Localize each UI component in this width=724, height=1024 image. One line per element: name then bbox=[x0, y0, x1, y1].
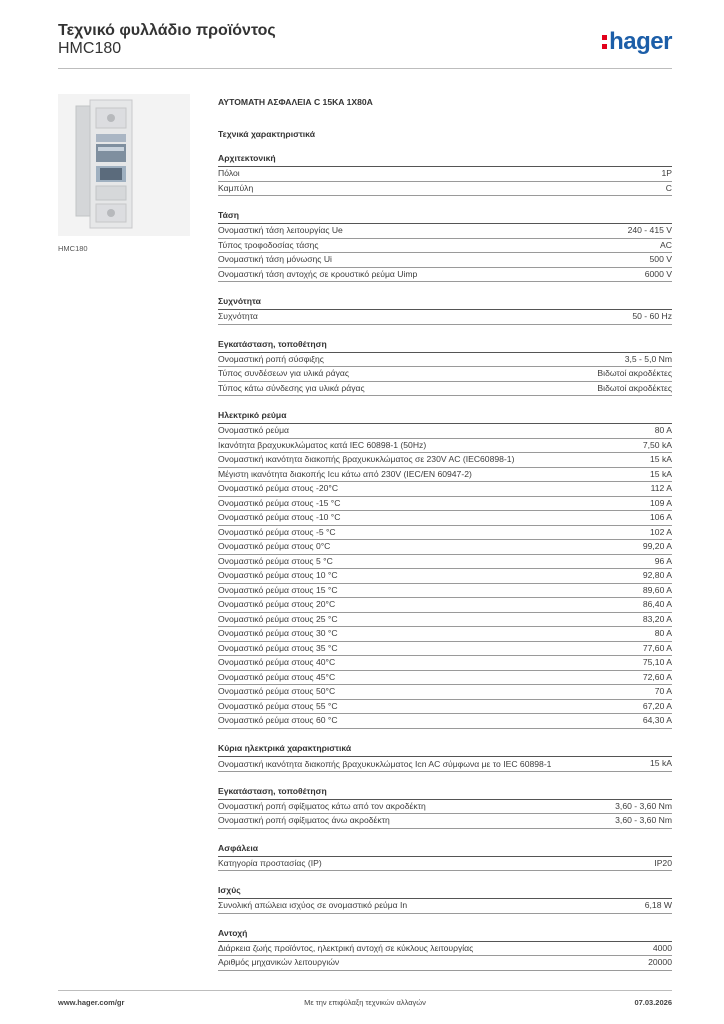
spec-value: 20000 bbox=[648, 957, 672, 967]
spec-row bbox=[218, 569, 672, 584]
spec-value: 3,60 - 3,60 Nm bbox=[615, 800, 672, 811]
spec-label: Ονομαστικό ρεύμα στους 50°C bbox=[218, 686, 336, 696]
spec-row bbox=[218, 899, 672, 914]
spec-label: Ονομαστικό ρεύμα στους 0°C bbox=[218, 541, 331, 551]
spec-value: 72,60 A bbox=[642, 671, 672, 682]
spec-value: 15 kA bbox=[650, 468, 672, 479]
spec-label: Συνολική απώλεια ισχύος σε ονομαστικό ρεύμα In bbox=[218, 900, 408, 910]
spec-row bbox=[218, 956, 672, 971]
hager-logo bbox=[601, 28, 672, 56]
spec-row bbox=[218, 613, 672, 628]
spec-row bbox=[218, 424, 672, 439]
spec-group-title: Ισχύς bbox=[218, 884, 672, 899]
spec-row bbox=[218, 584, 672, 599]
spec-row bbox=[218, 656, 672, 671]
spec-row bbox=[218, 700, 672, 715]
spec-row bbox=[218, 942, 672, 957]
footer-divider bbox=[58, 990, 672, 991]
spec-label: Ονομαστικό ρεύμα στους 25 °C bbox=[218, 613, 338, 624]
spec-value: 80 A bbox=[654, 628, 672, 638]
section-title: Τεχνικά χαρακτηριστικά bbox=[218, 129, 315, 139]
spec-group bbox=[218, 785, 672, 829]
page-header bbox=[58, 22, 672, 68]
spec-label: Καμπύλη bbox=[218, 182, 254, 193]
product-image-caption: HMC180 bbox=[58, 244, 88, 253]
spec-label: Ονομαστικό ρεύμα στους 60 °C bbox=[218, 715, 338, 725]
spec-row bbox=[218, 857, 672, 872]
spec-value: 92,80 A bbox=[642, 570, 672, 580]
spec-group bbox=[218, 742, 672, 772]
footer-notice: Με την επιφύλαξη τεχνικών αλλαγών bbox=[304, 998, 426, 1007]
spec-label: Τύπος τροφοδοσίας τάσης bbox=[218, 239, 319, 250]
spec-label: Ονομαστική τάση αντοχής σε κρουστικό ρεύμα Uimp bbox=[218, 268, 418, 279]
spec-row bbox=[218, 671, 672, 686]
spec-value: 50 - 60 Hz bbox=[632, 311, 672, 321]
spec-value: 83,20 A bbox=[642, 613, 672, 624]
spec-row bbox=[218, 642, 672, 657]
spec-label: Ονομαστική ροπή σφίξιματος άνω ακροδέκτη bbox=[218, 815, 390, 825]
spec-label: Μέγιστη ικανότητα διακοπής Icu κάτω από 230V (IEC/EN 60947-2) bbox=[218, 468, 472, 479]
spec-content bbox=[218, 96, 672, 984]
spec-row bbox=[218, 685, 672, 700]
spec-row bbox=[218, 253, 672, 268]
spec-group-title: Συχνότητα bbox=[218, 295, 672, 310]
spec-label: Αριθμός μηχανικών λειτουργιών bbox=[218, 957, 340, 967]
spec-row bbox=[218, 439, 672, 454]
spec-value: 7,50 kA bbox=[642, 439, 672, 450]
spec-label: Ονομαστική ροπή σύσφιξης bbox=[218, 353, 324, 364]
spec-row bbox=[218, 268, 672, 283]
spec-value: 102 A bbox=[650, 526, 672, 537]
spec-label: Ονομαστικό ρεύμα στους -15 °C bbox=[218, 497, 341, 508]
spec-label: Ικανότητα βραχυκυκλώματος κατά IEC 60898-1 (50Hz) bbox=[218, 439, 427, 450]
spec-group-title: Ασφάλεια bbox=[218, 842, 672, 857]
spec-row bbox=[218, 526, 672, 541]
spec-label: Ονομαστικό ρεύμα στους 5 °C bbox=[218, 555, 333, 566]
spec-value: IP20 bbox=[654, 857, 672, 868]
spec-group-title: Εγκατάσταση, τοποθέτηση bbox=[218, 785, 672, 800]
spec-group bbox=[218, 409, 672, 729]
spec-value: 6000 V bbox=[644, 268, 672, 279]
spec-label: Ονομαστική τάση μόνωσης Ui bbox=[218, 254, 332, 264]
spec-row bbox=[218, 598, 672, 613]
spec-row bbox=[218, 714, 672, 729]
spec-group-title: Ηλεκτρικό ρεύμα bbox=[218, 409, 672, 424]
spec-row bbox=[218, 353, 672, 368]
spec-row bbox=[218, 540, 672, 555]
spec-value: 67,20 A bbox=[642, 700, 672, 711]
spec-label: Ονομαστικό ρεύμα στους 55 °C bbox=[218, 700, 338, 711]
spec-label: Ονομαστική ικανότητα διακοπής βραχυκυκλώματος σε 230V AC (IEC60898-1) bbox=[218, 454, 515, 464]
spec-group bbox=[218, 295, 672, 325]
spec-value: 4000 bbox=[652, 942, 672, 953]
spec-value: 80 A bbox=[654, 425, 672, 435]
spec-value: 109 A bbox=[650, 497, 672, 508]
spec-row bbox=[218, 757, 672, 772]
spec-label: Ονομαστικό ρεύμα στους 30 °C bbox=[218, 628, 338, 638]
spec-label: Ονομαστική τάση λειτουργίας Ue bbox=[218, 225, 343, 235]
spec-group bbox=[218, 152, 672, 196]
spec-label: Διάρκεια ζωής προϊόντος, ηλεκτρική αντοχή σε κύκλους λειτουργίας bbox=[218, 942, 474, 953]
spec-group-title: Αντοχή bbox=[218, 927, 672, 942]
spec-value: 500 V bbox=[649, 254, 672, 264]
logo-mark-icon bbox=[601, 32, 608, 50]
spec-row bbox=[218, 814, 672, 829]
spec-label: Ονομαστικό ρεύμα στους 10 °C bbox=[218, 570, 338, 580]
spec-row bbox=[218, 382, 672, 397]
spec-row bbox=[218, 627, 672, 642]
spec-group bbox=[218, 927, 672, 971]
spec-group bbox=[218, 842, 672, 872]
spec-value: 6,18 W bbox=[644, 900, 672, 910]
spec-group bbox=[218, 884, 672, 914]
spec-value: 64,30 A bbox=[642, 715, 672, 725]
logo-text: hager bbox=[609, 28, 672, 55]
spec-value: C bbox=[665, 182, 672, 193]
spec-label: Τύπος κάτω σύνδεσης για υλικά ράγας bbox=[218, 382, 365, 393]
spec-label: Ονομαστικό ρεύμα στους 35 °C bbox=[218, 642, 338, 653]
spec-value: 77,60 A bbox=[642, 642, 672, 653]
page-subtitle: HMC180 bbox=[58, 40, 122, 57]
spec-group-title: Τάση bbox=[218, 209, 672, 224]
spec-value: 15 kA bbox=[650, 757, 672, 768]
spec-row bbox=[218, 468, 672, 483]
footer-url[interactable]: www.hager.com/gr bbox=[58, 998, 125, 1007]
spec-value: 3,5 - 5,0 Nm bbox=[624, 353, 672, 364]
spec-row bbox=[218, 482, 672, 497]
spec-row bbox=[218, 239, 672, 254]
spec-row bbox=[218, 497, 672, 512]
spec-group-title: Κύρια ηλεκτρικά χαρακτηριστικά bbox=[218, 742, 672, 757]
spec-value: 89,60 A bbox=[642, 584, 672, 595]
spec-value: Βιδωτοί ακροδέκτες bbox=[597, 382, 672, 393]
spec-value: Βιδωτοί ακροδέκτες bbox=[597, 368, 672, 378]
spec-group bbox=[218, 209, 672, 282]
spec-label: Ονομαστικό ρεύμα στους 45°C bbox=[218, 671, 336, 682]
spec-label: Συχνότητα bbox=[218, 311, 258, 321]
spec-label: Ονομαστικό ρεύμα bbox=[218, 425, 289, 435]
spec-group bbox=[218, 338, 672, 397]
header-divider bbox=[58, 68, 672, 69]
spec-value: 99,20 A bbox=[642, 541, 672, 551]
spec-value: 86,40 A bbox=[642, 599, 672, 609]
spec-group-title: Εγκατάσταση, τοποθέτηση bbox=[218, 338, 672, 353]
spec-value: 70 A bbox=[654, 686, 672, 696]
spec-label: Πόλοι bbox=[218, 168, 240, 178]
spec-row bbox=[218, 310, 672, 325]
product-name: ΑΥΤΟΜΑΤΗ ΑΣΦΑΛΕΙΑ C 15KA 1X80A bbox=[218, 97, 373, 107]
spec-row bbox=[218, 224, 672, 239]
spec-label: Τύπος συνδέσεων για υλικά ράγας bbox=[218, 368, 350, 378]
spec-value: 240 - 415 V bbox=[627, 225, 672, 235]
spec-value: 15 kA bbox=[650, 454, 672, 464]
spec-label: Κατηγορία προστασίας (IP) bbox=[218, 857, 322, 868]
spec-value: 75,10 A bbox=[642, 657, 672, 667]
spec-value: 1P bbox=[661, 168, 672, 178]
page-title: Τεχνικό φυλλάδιο προϊόντος bbox=[58, 22, 276, 39]
spec-groups bbox=[218, 152, 672, 971]
spec-value: 3,60 - 3,60 Nm bbox=[615, 815, 672, 825]
spec-row bbox=[218, 182, 672, 197]
spec-row bbox=[218, 453, 672, 468]
spec-label: Ονομαστική ροπή σφίξιματος κάτω από τον ακροδέκτη bbox=[218, 800, 426, 811]
spec-row bbox=[218, 555, 672, 570]
spec-value: AC bbox=[660, 239, 672, 250]
spec-label: Ονομαστικό ρεύμα στους -5 °C bbox=[218, 526, 336, 537]
footer-date: 07.03.2026 bbox=[634, 998, 672, 1007]
spec-label: Ονομαστική ικανότητα διακοπής βραχυκυκλώματος Icn AC σύμφωνα με το IEC 60898-1 bbox=[218, 758, 552, 769]
spec-group-title: Αρχιτεκτονική bbox=[218, 152, 672, 167]
spec-label: Ονομαστικό ρεύμα στους 20°C bbox=[218, 599, 336, 609]
spec-value: 112 A bbox=[650, 483, 672, 493]
spec-label: Ονομαστικό ρεύμα στους -20°C bbox=[218, 483, 339, 493]
spec-row bbox=[218, 367, 672, 382]
spec-label: Ονομαστικό ρεύμα στους -10 °C bbox=[218, 512, 341, 522]
spec-value: 96 A bbox=[654, 555, 672, 566]
spec-row bbox=[218, 800, 672, 815]
spec-value: 106 A bbox=[650, 512, 672, 522]
spec-label: Ονομαστικό ρεύμα στους 15 °C bbox=[218, 584, 338, 595]
spec-row bbox=[218, 511, 672, 526]
spec-row bbox=[218, 167, 672, 182]
spec-label: Ονομαστικό ρεύμα στους 40°C bbox=[218, 657, 336, 667]
product-image bbox=[58, 94, 190, 236]
